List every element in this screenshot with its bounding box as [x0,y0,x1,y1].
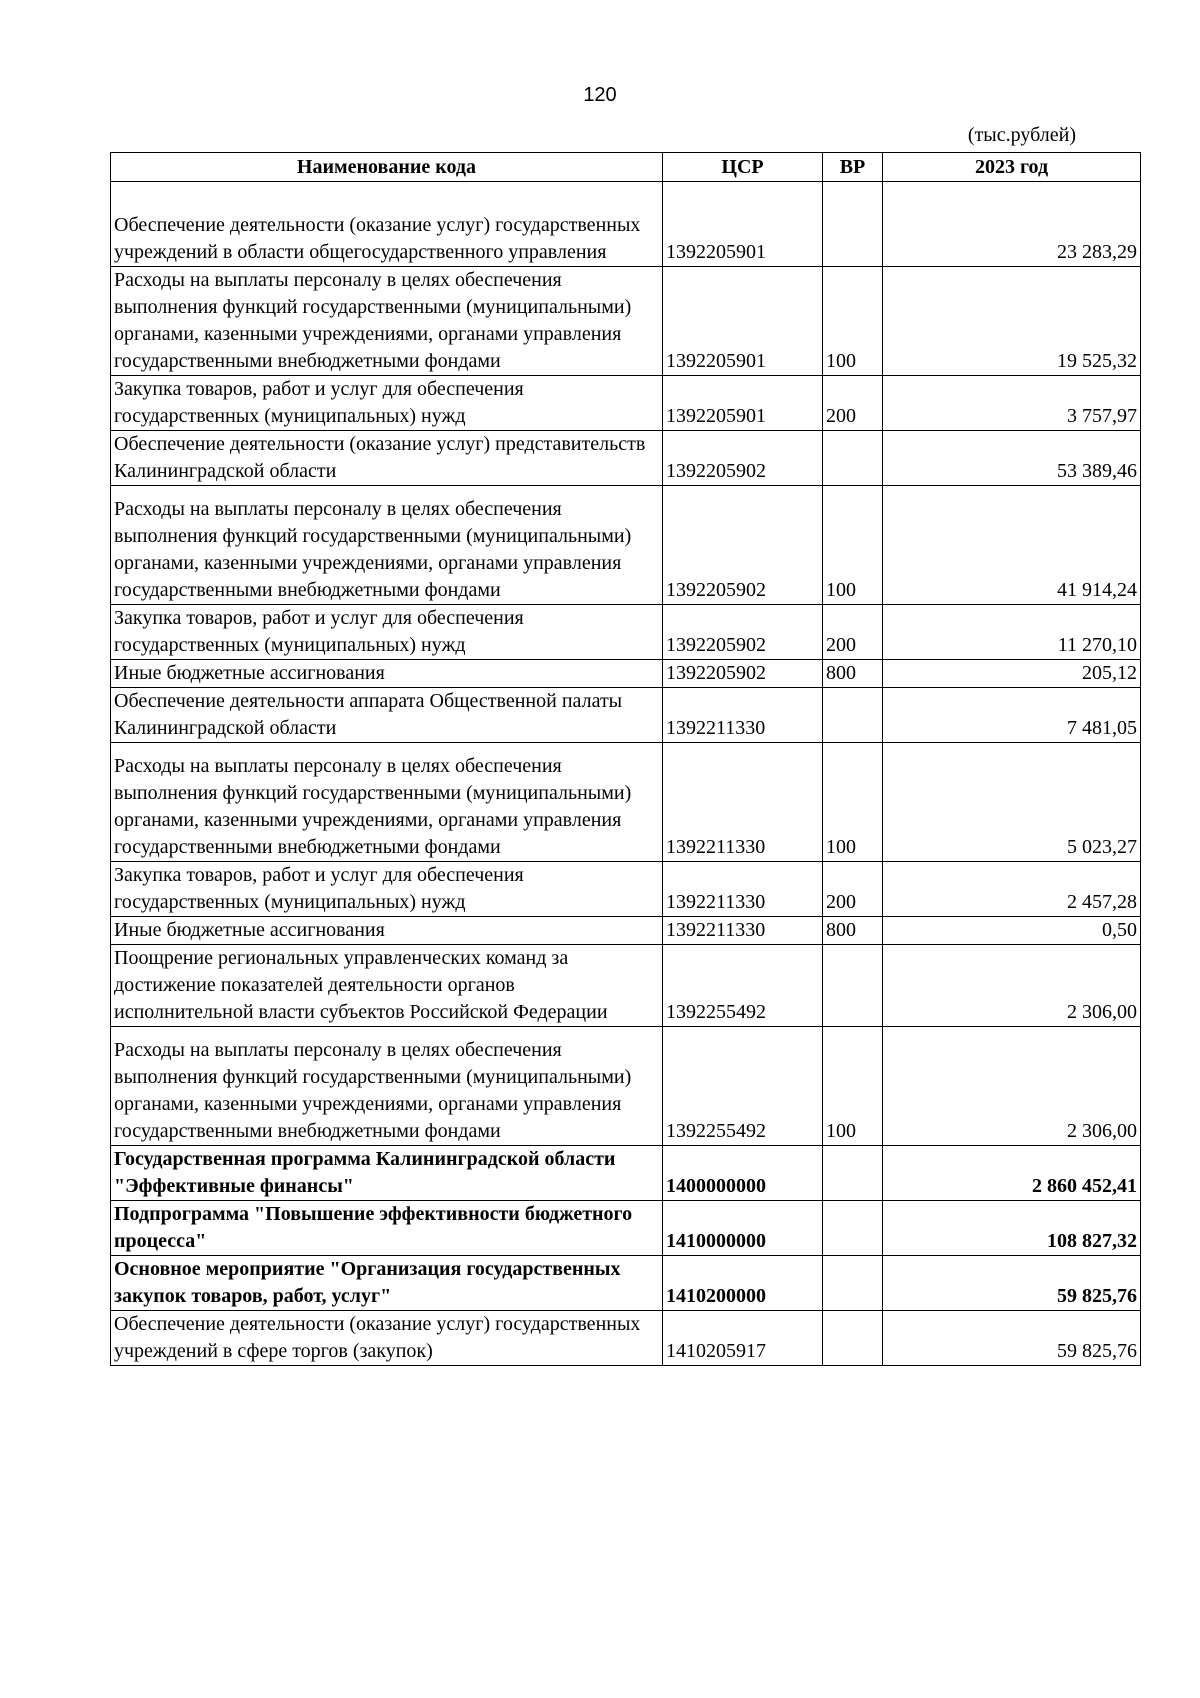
row-vr [823,688,883,743]
row-name: Поощрение региональных управленческих команд за достижение показателей деятельности органов исполнительной власти субъектов Российской Федерации [111,945,663,1027]
row-amount: 3 757,97 [883,376,1141,431]
row-amount: 41 914,24 [883,486,1141,605]
row-name: Обеспечение деятельности (оказание услуг) государственных учреждений в области общегосударственного управления [111,182,663,267]
row-csr: 1392205901 [663,182,823,267]
row-vr: 100 [823,267,883,376]
row-name: Расходы на выплаты персоналу в целях обеспечения выполнения функций государственными (муниципальными) органами, казенными учреждениями, органами управления государственными внебюджетными фондами [111,267,663,376]
row-csr: 1392205902 [663,660,823,688]
units-label: (тыс.рублей) [967,124,1076,146]
row-vr: 200 [823,605,883,660]
table-row [111,862,1141,917]
page-number: 120 [583,84,617,106]
row-csr: 1392205902 [663,431,823,486]
row-vr [823,945,883,1027]
row-csr: 1410200000 [663,1256,823,1311]
row-amount: 23 283,29 [883,182,1141,267]
table-row [111,688,1141,743]
row-vr: 200 [823,376,883,431]
row-csr: 1410205917 [663,1311,823,1366]
table-row [111,660,1141,688]
table-row [111,1256,1141,1311]
row-csr: 1410000000 [663,1201,823,1256]
row-amount: 5 023,27 [883,743,1141,862]
row-vr [823,1256,883,1311]
header-csr: ЦСР [663,153,823,182]
row-vr: 800 [823,660,883,688]
row-amount: 0,50 [883,917,1141,945]
row-csr: 1392211330 [663,862,823,917]
row-vr [823,1311,883,1366]
table-row [111,605,1141,660]
row-vr [823,1146,883,1201]
row-csr: 1392255492 [663,1027,823,1146]
row-amount: 2 306,00 [883,945,1141,1027]
header-year: 2023 год [883,153,1141,182]
table-row [111,743,1141,862]
row-amount: 2 306,00 [883,1027,1141,1146]
row-amount: 108 827,32 [883,1201,1141,1256]
table-header-row [111,153,1141,182]
row-vr [823,1201,883,1256]
row-amount: 59 825,76 [883,1256,1141,1311]
row-csr: 1392205901 [663,267,823,376]
row-csr: 1392205902 [663,605,823,660]
row-amount: 59 825,76 [883,1311,1141,1366]
row-vr [823,182,883,267]
row-csr: 1392211330 [663,688,823,743]
row-vr [823,431,883,486]
row-name: Закупка товаров, работ и услуг для обеспечения государственных (муниципальных) нужд [111,605,663,660]
row-csr: 1392205901 [663,376,823,431]
row-amount: 2 457,28 [883,862,1141,917]
table-row [111,431,1141,486]
table-row [111,182,1141,267]
row-name: Обеспечение деятельности (оказание услуг) государственных учреждений в сфере торгов (закупок) [111,1311,663,1366]
table-row [111,1201,1141,1256]
row-name: Иные бюджетные ассигнования [111,917,663,945]
row-name: Обеспечение деятельности (оказание услуг) представительств Калининградской области [111,431,663,486]
row-name: Расходы на выплаты персоналу в целях обеспечения выполнения функций государственными (муниципальными) органами, казенными учреждениями, органами управления государственными внебюджетными фондами [111,743,663,862]
row-name: Подпрограмма "Повышение эффективности бюджетного процесса" [111,1201,663,1256]
table-row [111,1027,1141,1146]
row-amount: 2 860 452,41 [883,1146,1141,1201]
row-vr: 800 [823,917,883,945]
row-name: Расходы на выплаты персоналу в целях обеспечения выполнения функций государственными (муниципальными) органами, казенными учреждениями, органами управления государственными внебюджетными фондами [111,1027,663,1146]
table-row [111,486,1141,605]
header-name: Наименование кода [111,153,663,182]
table-row [111,1146,1141,1201]
row-csr: 1392205902 [663,486,823,605]
row-csr: 1392255492 [663,945,823,1027]
table-row [111,917,1141,945]
table-row [111,945,1141,1027]
row-csr: 1400000000 [663,1146,823,1201]
row-csr: 1392211330 [663,743,823,862]
row-amount: 19 525,32 [883,267,1141,376]
row-name: Государственная программа Калининградской области "Эффективные финансы" [111,1146,663,1201]
row-name: Закупка товаров, работ и услуг для обеспечения государственных (муниципальных) нужд [111,376,663,431]
row-name: Основное мероприятие "Организация государственных закупок товаров, работ, услуг" [111,1256,663,1311]
row-amount: 53 389,46 [883,431,1141,486]
row-csr: 1392211330 [663,917,823,945]
budget-table [110,152,1141,1366]
row-vr: 100 [823,1027,883,1146]
row-vr: 100 [823,486,883,605]
row-amount: 11 270,10 [883,605,1141,660]
row-amount: 7 481,05 [883,688,1141,743]
row-amount: 205,12 [883,660,1141,688]
row-vr: 200 [823,862,883,917]
header-vr: ВР [823,153,883,182]
table-row [111,376,1141,431]
row-name: Обеспечение деятельности аппарата Общественной палаты Калининградской области [111,688,663,743]
row-name: Иные бюджетные ассигнования [111,660,663,688]
table-row [111,1311,1141,1366]
row-vr: 100 [823,743,883,862]
table-row [111,267,1141,376]
row-name: Расходы на выплаты персоналу в целях обеспечения выполнения функций государственными (муниципальными) органами, казенными учреждениями, органами управления государственными внебюджетными фондами [111,486,663,605]
row-name: Закупка товаров, работ и услуг для обеспечения государственных (муниципальных) нужд [111,862,663,917]
